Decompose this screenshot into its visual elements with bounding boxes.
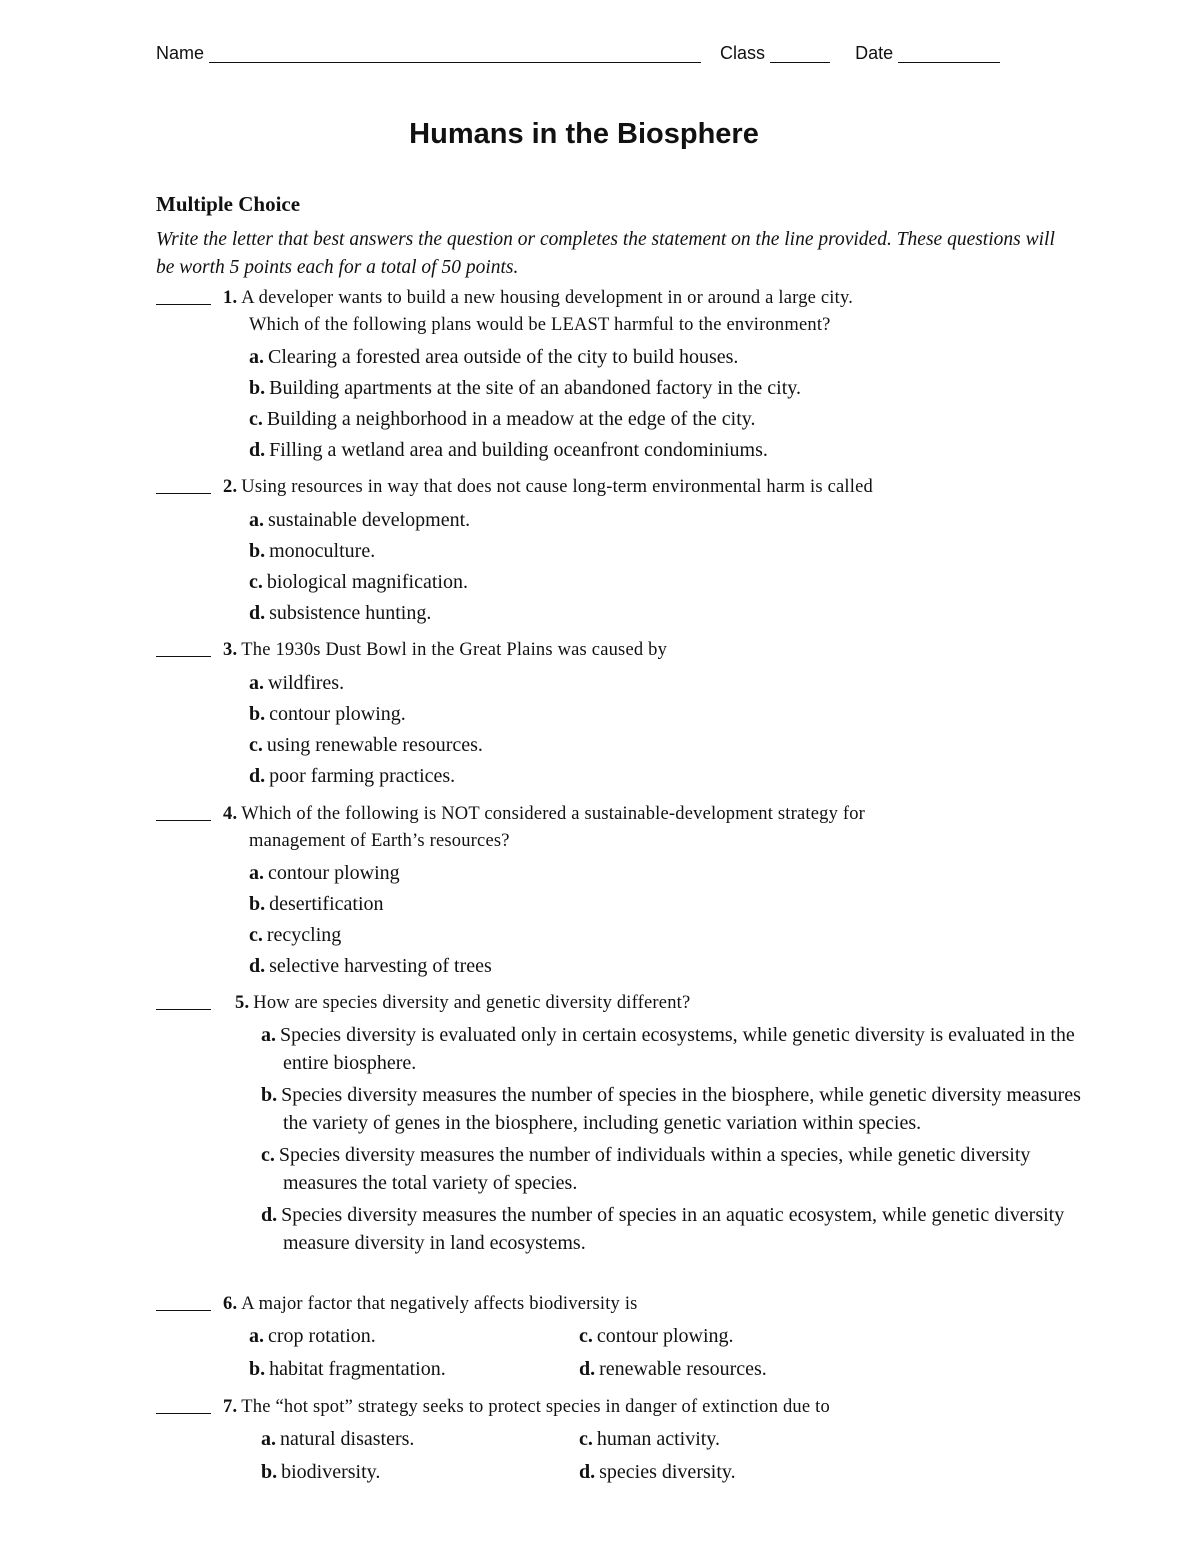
answer-blank[interactable] bbox=[156, 993, 211, 1010]
option: d. renewable resources. bbox=[579, 1358, 767, 1380]
option: b. desertification bbox=[249, 893, 384, 915]
option: c. using renewable resources. bbox=[249, 734, 483, 756]
option: c. Building a neighborhood in a meadow at the edge of the city. bbox=[249, 408, 756, 430]
answer-blank[interactable] bbox=[156, 288, 211, 305]
answer-blank[interactable] bbox=[156, 1294, 211, 1311]
option: d. selective harvesting of trees bbox=[249, 955, 492, 977]
option: c. contour plowing. bbox=[579, 1325, 734, 1347]
option: d. species diversity. bbox=[579, 1461, 736, 1483]
option: a. contour plowing bbox=[249, 862, 400, 884]
option: c. human activity. bbox=[579, 1428, 721, 1450]
question-number: 1. bbox=[223, 288, 238, 308]
answer-blank[interactable] bbox=[156, 1397, 211, 1414]
question-text: The “hot spot” strategy seeks to protect species in danger of extinction due to bbox=[241, 1397, 830, 1417]
section-title: Multiple Choice bbox=[156, 192, 301, 216]
question-number: 5. bbox=[235, 993, 250, 1013]
question-text: A developer wants to build a new housing development in or around a large city. bbox=[241, 288, 854, 308]
header bbox=[156, 42, 1000, 64]
option: c. recycling bbox=[249, 924, 342, 946]
option: b. contour plowing. bbox=[249, 703, 406, 725]
question-number: 3. bbox=[223, 640, 238, 660]
question-3 bbox=[156, 637, 1096, 792]
option: b. monoculture. bbox=[249, 540, 376, 562]
class-field[interactable] bbox=[770, 42, 830, 63]
class-label: Class bbox=[720, 43, 766, 63]
option: d. Filling a wetland area and building oceanfront condominiums. bbox=[249, 439, 768, 461]
option: b. Species diversity measures the number of species in the biosphere, while genetic diversity measures the variety of genes in the biosphere, including genetic variation within species. bbox=[261, 1084, 1081, 1134]
name-field[interactable] bbox=[209, 42, 701, 63]
option: d. subsistence hunting. bbox=[249, 602, 432, 624]
option: c. Species diversity measures the number of individuals within a species, while genetic diversity measures the total variety of species. bbox=[261, 1144, 1031, 1194]
answer-blank[interactable] bbox=[156, 477, 211, 494]
question-1 bbox=[156, 285, 1096, 466]
date-field[interactable] bbox=[898, 42, 1000, 63]
question-text: A major factor that negatively affects biodiversity is bbox=[241, 1294, 638, 1314]
question-6 bbox=[156, 1291, 1096, 1386]
question-number: 7. bbox=[223, 1397, 238, 1417]
question-7 bbox=[156, 1394, 1096, 1489]
name-label: Name bbox=[156, 43, 205, 63]
question-2 bbox=[156, 474, 1096, 629]
question-4 bbox=[156, 801, 1096, 982]
question-text-cont: Which of the following plans would be LEAST harmful to the environment? bbox=[249, 315, 831, 335]
question-number: 2. bbox=[223, 477, 238, 497]
option: d. poor farming practices. bbox=[249, 765, 456, 787]
question-text-cont: management of Earth’s resources? bbox=[249, 831, 510, 851]
page-title: Humans in the Biosphere bbox=[409, 118, 759, 150]
answer-blank[interactable] bbox=[156, 640, 211, 657]
option: a. Species diversity is evaluated only in certain ecosystems, while genetic diversity is evaluated in the entire biosphere. bbox=[261, 1024, 1075, 1074]
option: b. Building apartments at the site of an abandoned factory in the city. bbox=[249, 377, 801, 399]
option: c. biological magnification. bbox=[249, 571, 468, 593]
question-text: The 1930s Dust Bowl in the Great Plains was caused by bbox=[241, 640, 668, 660]
question-number: 4. bbox=[223, 804, 238, 824]
instructions: Write the letter that best answers the question or completes the statement on the line provided. These questions will be worth 5 points each for a total of 50 points. bbox=[156, 229, 1055, 278]
question-5 bbox=[156, 990, 1096, 1262]
answer-blank[interactable] bbox=[156, 804, 211, 821]
question-number: 6. bbox=[223, 1294, 238, 1314]
option: a. sustainable development. bbox=[249, 509, 471, 531]
question-text: Using resources in way that does not cause long-term environmental harm is called bbox=[241, 477, 873, 497]
option: b. biodiversity. bbox=[261, 1461, 381, 1483]
question-text: Which of the following is NOT considered a sustainable-development strategy for bbox=[241, 804, 866, 824]
option: a. Clearing a forested area outside of the city to build houses. bbox=[249, 346, 739, 368]
date-label: Date bbox=[855, 43, 894, 63]
option: a. natural disasters. bbox=[261, 1428, 415, 1450]
option: a. wildfires. bbox=[249, 672, 345, 694]
question-text: How are species diversity and genetic diversity different? bbox=[253, 993, 691, 1013]
option: a. crop rotation. bbox=[249, 1325, 376, 1347]
option: d. Species diversity measures the number of species in an aquatic ecosystem, while genetic diversity measure diversity in land ecosystems. bbox=[261, 1204, 1065, 1254]
option: b. habitat fragmentation. bbox=[249, 1358, 446, 1380]
